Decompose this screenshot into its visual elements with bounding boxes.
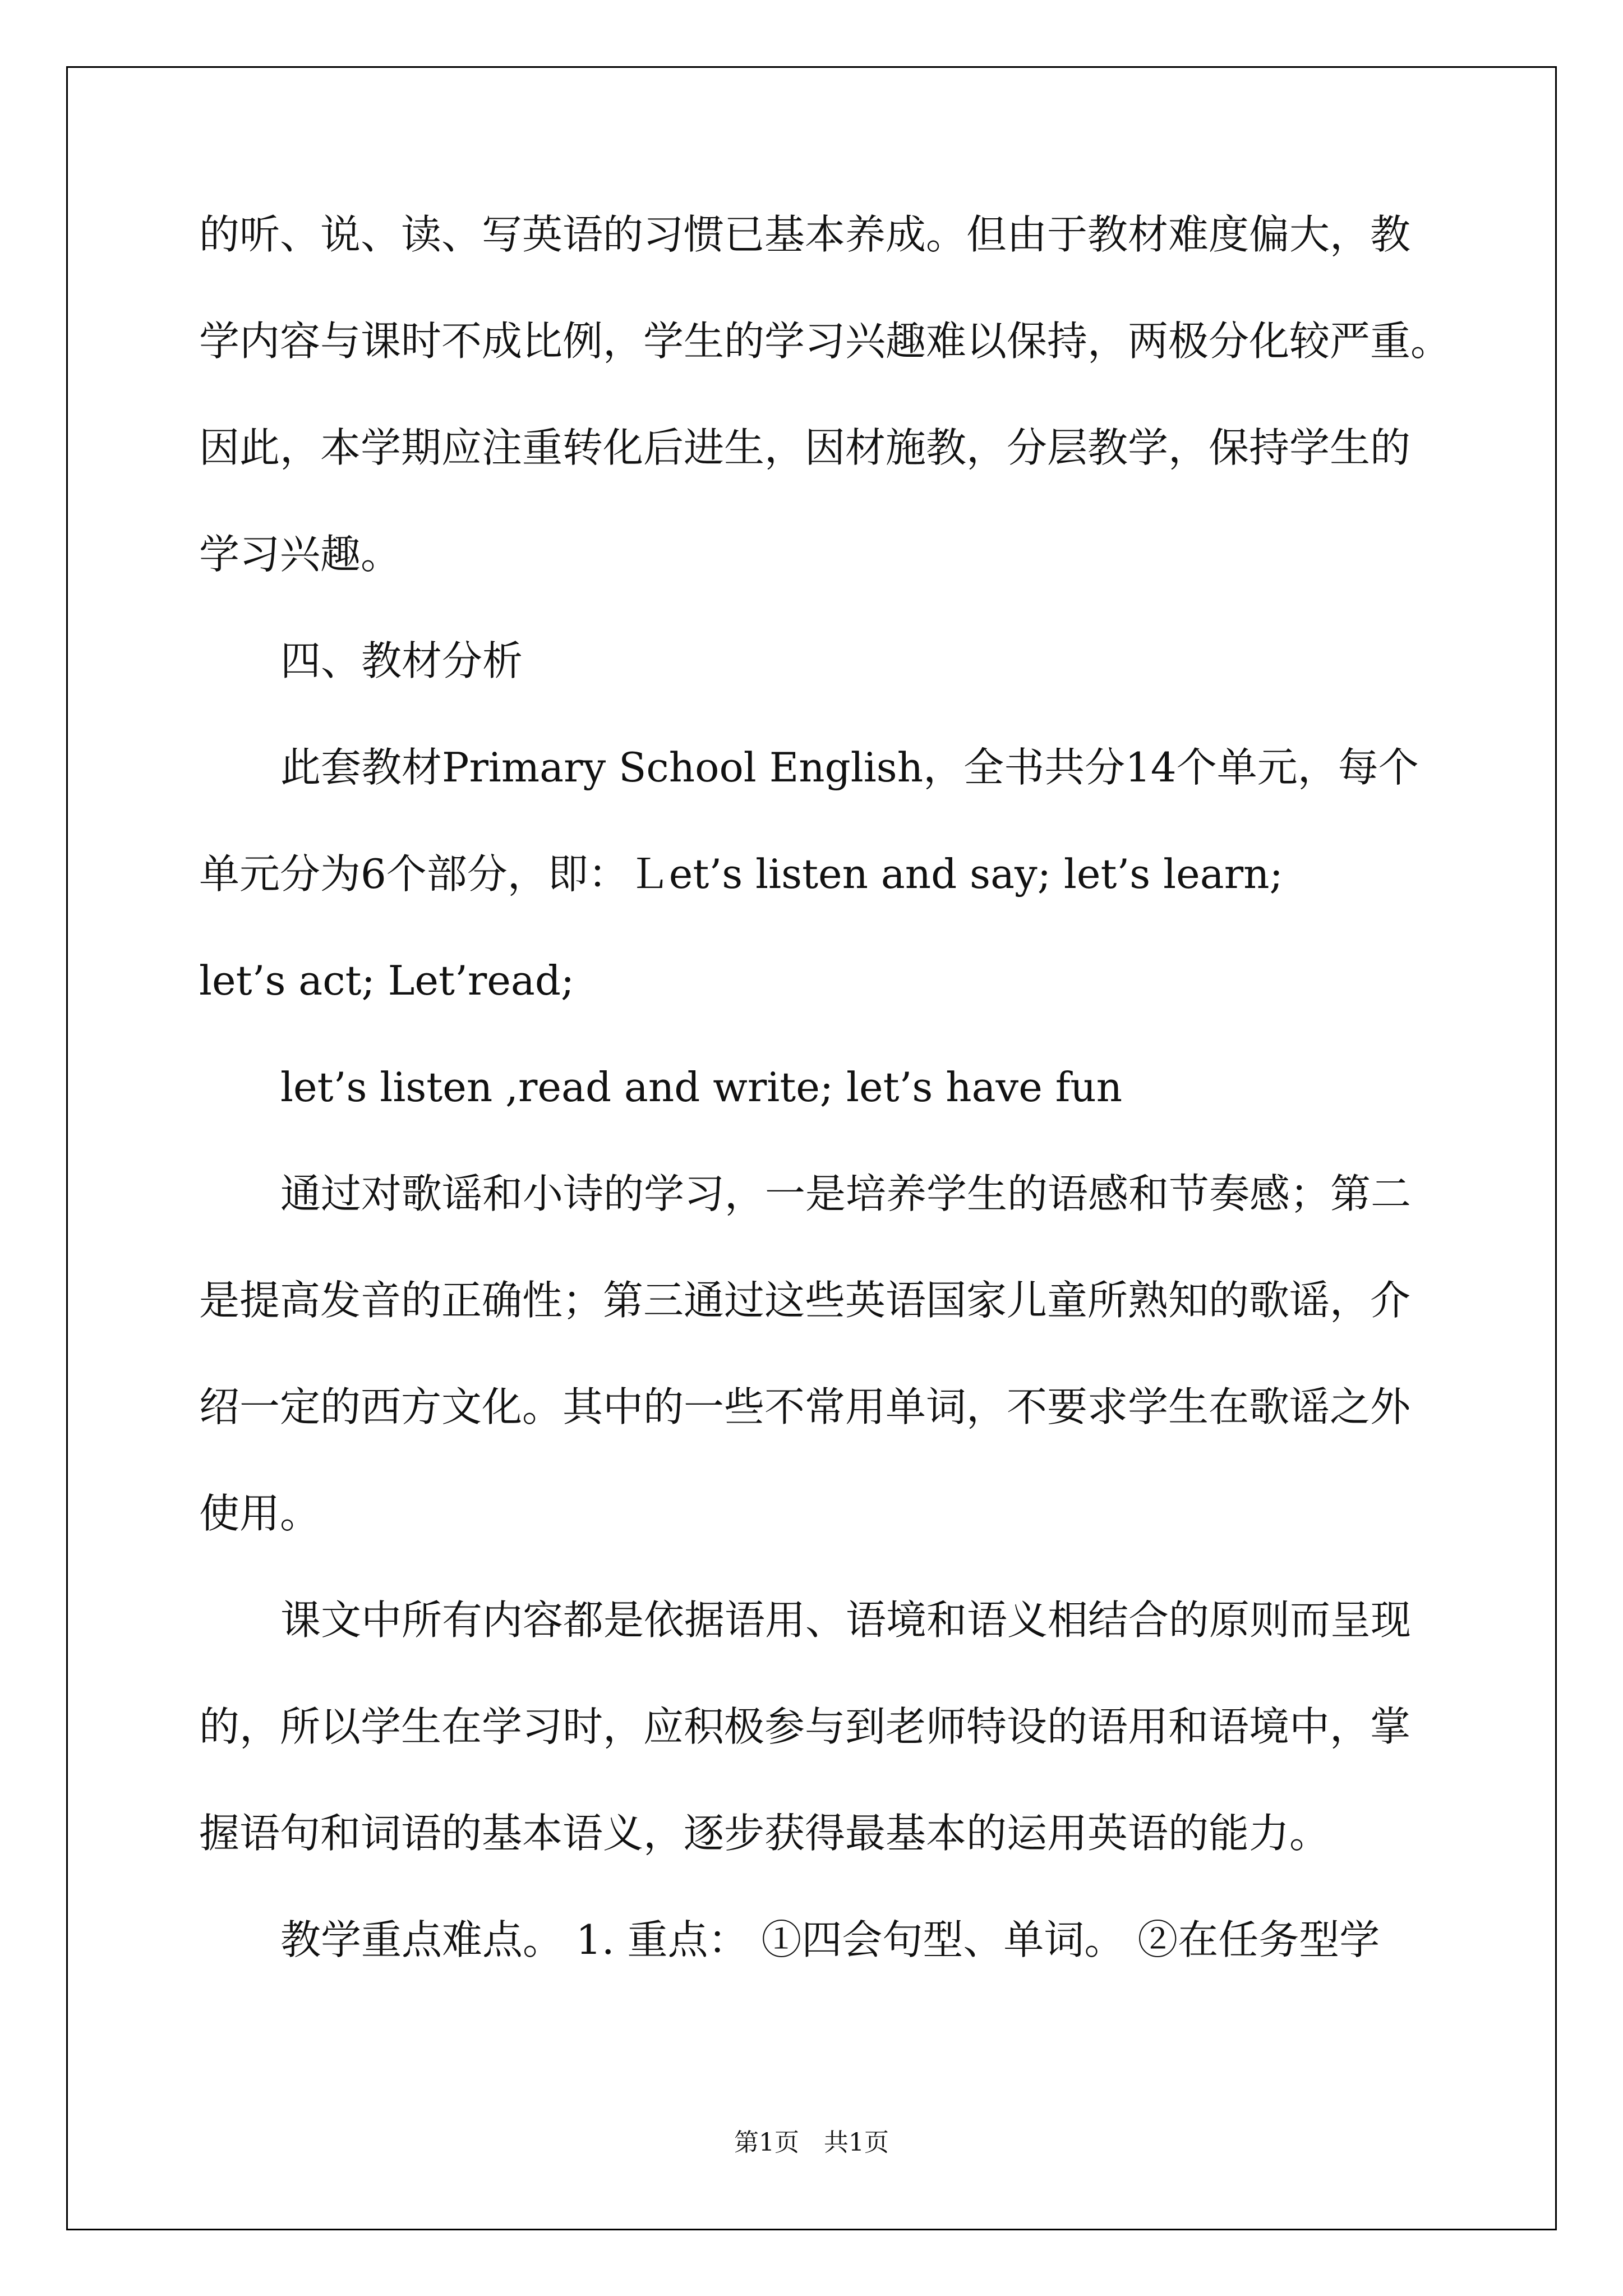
- text-line: 因此，本学期应注重转化后进生，因材施教，分层教学，保持学生的: [199, 424, 1411, 471]
- text-line: 是提高发音的正确性；第三通过这些英语国家儿童所熟知的歌谣，介: [199, 1277, 1411, 1324]
- page-footer: 第1页 共1页: [734, 2128, 889, 2157]
- text-line: 的，所以学生在学习时，应积极参与到老师特设的语用和语境中，掌: [199, 1703, 1411, 1750]
- text-line: 的听、说、读、写英语的习惯已基本养成。但由于教材难度偏大，教: [199, 211, 1411, 258]
- text-line: let’s listen ,read and write; let’s have fun: [280, 1064, 1123, 1111]
- text-line: 单元分为6个部分，即：Ｌet’s listen and say; let’s learn;: [199, 850, 1283, 898]
- text-line: 课文中所有内容都是依据语用、语境和语义相结合的原则而呈现: [280, 1596, 1412, 1644]
- text-line: 学习兴趣。: [199, 531, 402, 578]
- text-line: 学内容与课时不成比例，学生的学习兴趣难以保持，两极分化较严重。: [199, 318, 1451, 365]
- text-line: 此套教材Primary School English，全书共分14个单元，每个: [280, 744, 1419, 791]
- text-line: let’s act; Let’read;: [199, 957, 575, 1004]
- text-line: 通过对歌谣和小诗的学习，一是培养学生的语感和节奏感；第二: [280, 1170, 1412, 1217]
- text-line: 握语句和词语的基本语义，逐步获得最基本的运用英语的能力。: [199, 1810, 1330, 1857]
- document-body: [199, 206, 1451, 2018]
- text-line: 教学重点难点。 1. 重点： ①四会句型、单词。 ②在任务型学: [280, 1916, 1380, 1963]
- text-line: 使用。: [199, 1490, 321, 1537]
- section-heading: 四、教材分析: [280, 637, 523, 684]
- text-line: 绍一定的西方文化。其中的一些不常用单词，不要求学生在歌谣之外: [199, 1383, 1411, 1430]
